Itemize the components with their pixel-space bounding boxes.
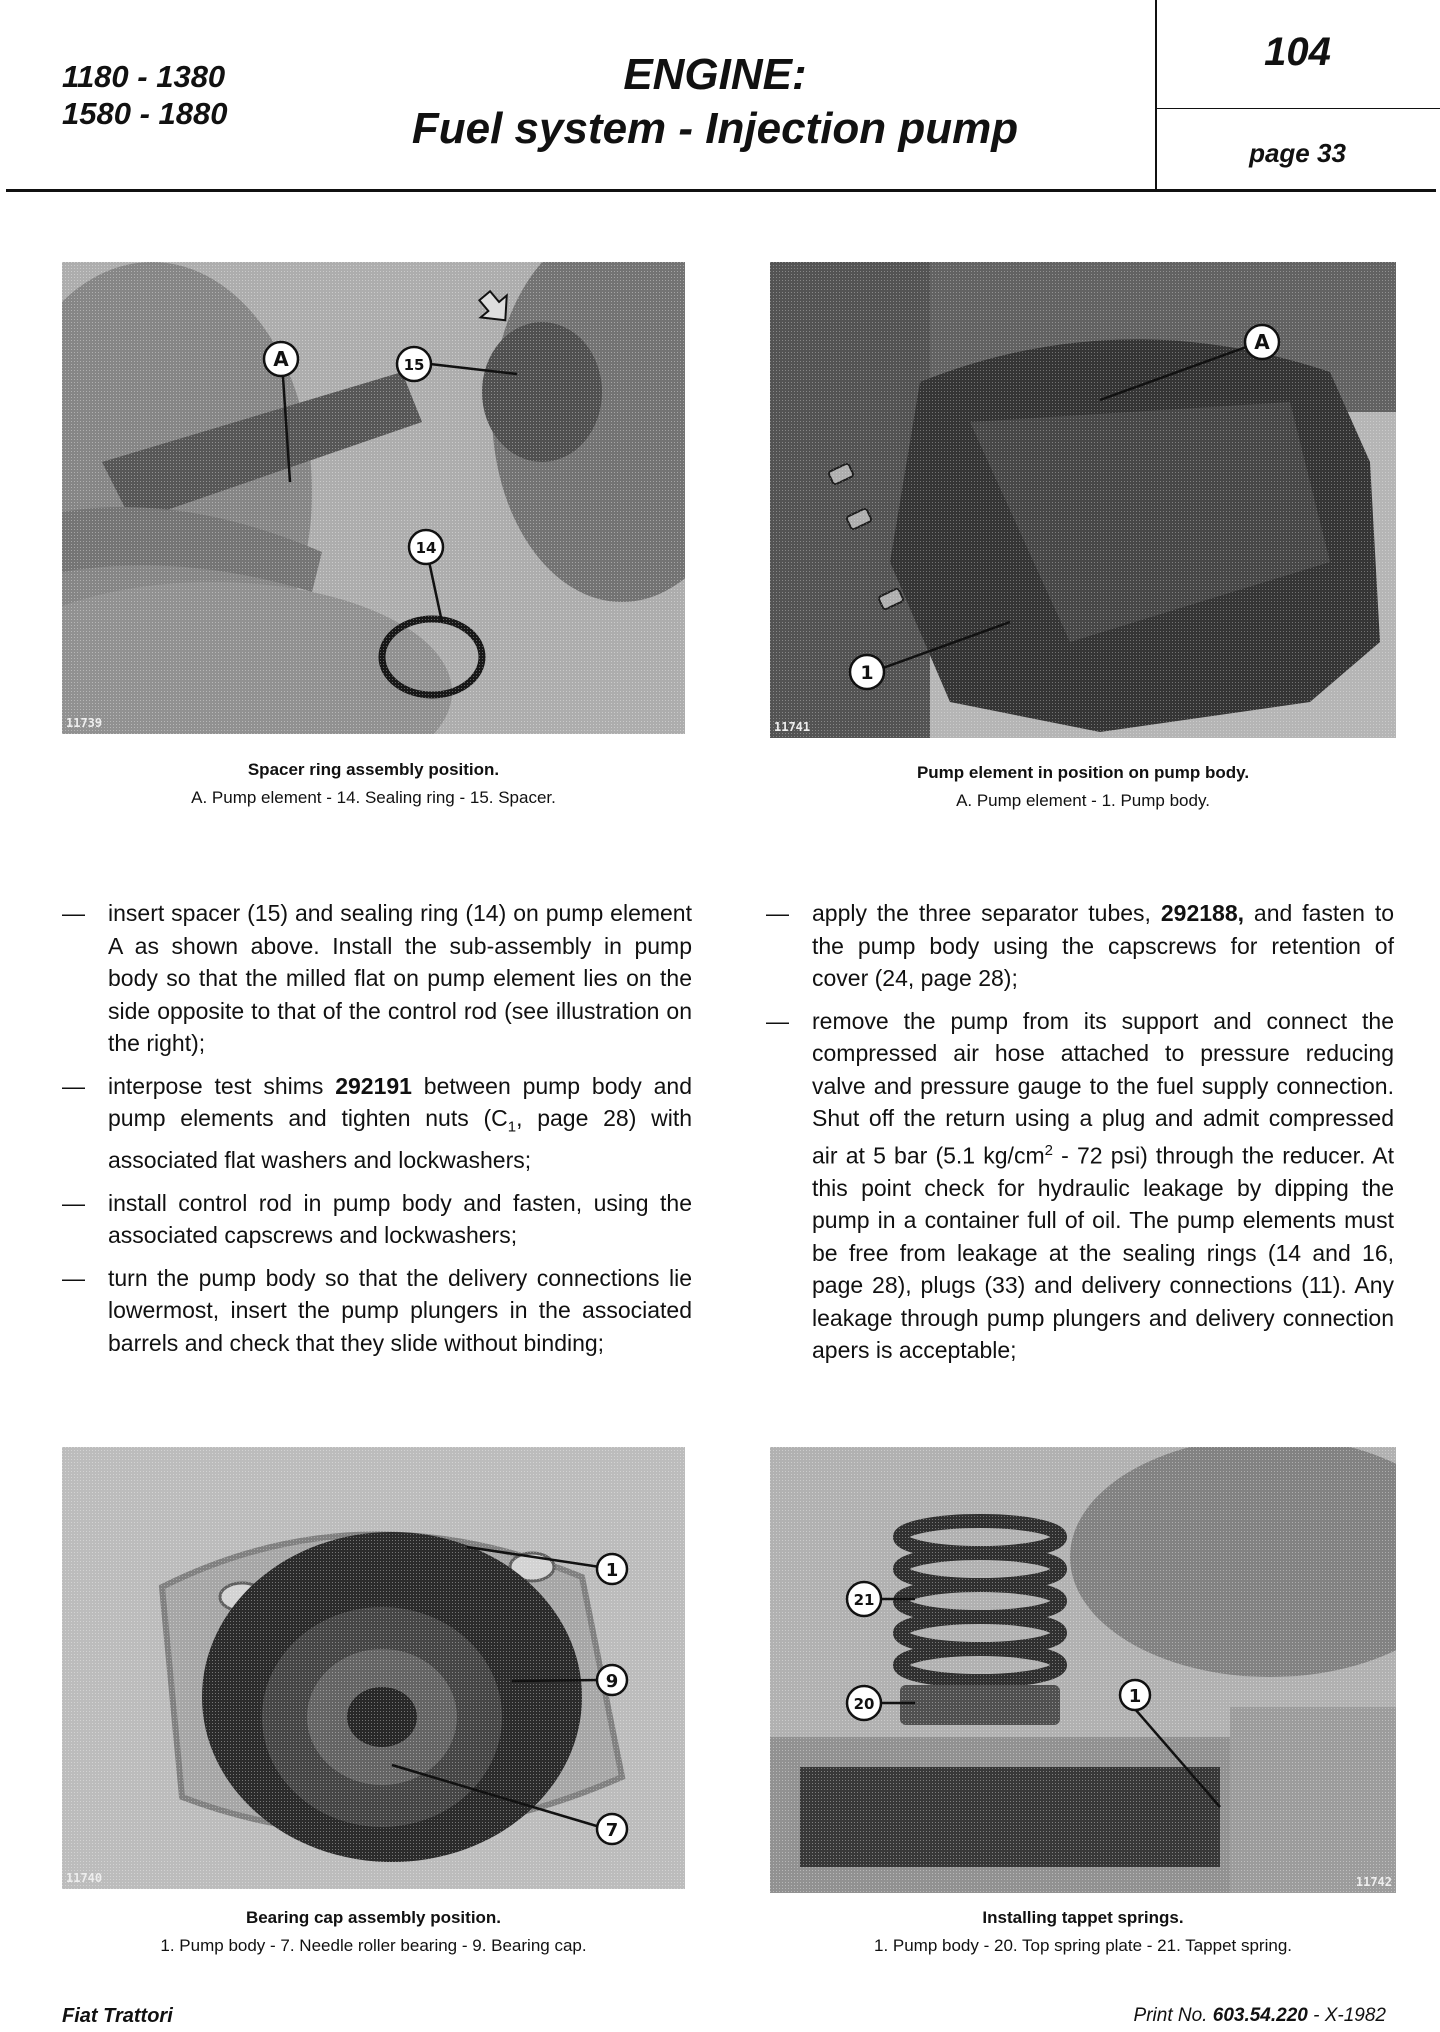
caption-title: Bearing cap assembly position. xyxy=(245,1908,502,1927)
callout-1: 1 xyxy=(1128,1686,1142,1707)
caption-text: A. Pump element - 1. Pump body. xyxy=(956,791,1210,810)
instruction-text: remove the pump from its support and connect the compressed air hose attached to pressure reducing valve and pressure gauge to the fuel supply connection. Shut off the return using a plug and admit compressed air at 5 bar (5.1 kg/cm xyxy=(812,1007,1394,1169)
publisher: Fiat Trattori xyxy=(62,2005,173,2027)
instruction-text: interpose test shims xyxy=(108,1072,336,1099)
callout-1: 1 xyxy=(605,1560,619,1581)
figure-number: 11740 xyxy=(66,1871,103,1885)
header-rule xyxy=(6,189,1436,192)
dash: — xyxy=(766,1007,789,1034)
callout-1: 1 xyxy=(860,662,874,684)
caption-text: 1. Pump body - 7. Needle roller bearing - 9. Bearing cap. xyxy=(160,1936,587,1955)
instruction-text: turn the pump body so that the delivery connections lie lowermost, insert the pump plungers in the associated barrels and check that they slide without binding; xyxy=(108,1264,692,1356)
instruction-text: between pump body and pump elements and tighten nuts (C xyxy=(108,1072,692,1131)
instruction-text: insert spacer (15) and sealing ring (14) on pump element A as shown above. Install the sub-assembly in pump body so that the milled flat on pump element lies on the side opposite to that of the control rod (see illustration on the right); xyxy=(108,900,692,1056)
title-line-2: Fuel system - Injection pump xyxy=(411,104,1019,153)
figure-spacer-ring-photo xyxy=(62,262,685,734)
caption-text: 1. Pump body - 20. Top spring plate - 21. Tappet spring. xyxy=(873,1936,1293,1955)
subscript: 1 xyxy=(507,1118,517,1136)
dash: — xyxy=(62,1072,85,1099)
right-column xyxy=(766,897,1394,1377)
models-line-1: 1180 - 1380 xyxy=(62,59,226,94)
caption-text: A. Pump element - 14. Sealing ring - 15. Spacer. xyxy=(191,788,556,807)
section-number: 104 xyxy=(1264,30,1331,74)
print-date: - X-1982 xyxy=(1307,2005,1386,2026)
header-divider-vertical xyxy=(1155,0,1157,190)
callout-a: A xyxy=(273,347,289,371)
callout-14: 14 xyxy=(415,539,437,557)
callout-21: 21 xyxy=(853,1591,875,1609)
instruction-item xyxy=(766,1005,1394,1367)
caption-title: Installing tappet springs. xyxy=(982,1908,1184,1927)
figure-bearing-cap-photo xyxy=(62,1447,685,1889)
figure-pump-element-photo xyxy=(770,262,1396,738)
figure-number: 11741 xyxy=(774,720,811,734)
figure-number: 11742 xyxy=(1355,1875,1392,1889)
instruction-item xyxy=(766,897,1394,995)
instruction-item xyxy=(62,897,692,1060)
superscript: 2 xyxy=(1044,1141,1053,1159)
instruction-text: - 72 psi) through the reducer. At this point check for hydraulic leakage by dipping the pump in a container full of oil. The pump elements must be free from leakage at the sealing rings (14 and 16, page 28), plugs (33) and delivery connections (11). Any leakage through pump plungers and delivery connection apers is acceptable; xyxy=(812,1142,1394,1364)
models-line-2: 1580 - 1880 xyxy=(62,96,228,131)
dash: — xyxy=(766,900,789,926)
callout-a: A xyxy=(1254,330,1270,354)
left-column xyxy=(62,897,692,1369)
callout-7: 7 xyxy=(605,1820,619,1841)
instruction-item xyxy=(62,1262,692,1360)
caption-title: Pump element in position on pump body. xyxy=(916,763,1250,782)
instruction-item xyxy=(62,1070,692,1177)
instruction-text: , page 28) with associated flat washers and lockwashers; xyxy=(108,1105,692,1174)
dash: — xyxy=(62,1264,85,1291)
figure-tappet-springs-photo xyxy=(770,1447,1396,1893)
instruction-text: apply the three separator tubes, xyxy=(812,900,1161,926)
dash: — xyxy=(62,1189,85,1216)
model-numbers xyxy=(62,58,322,132)
figure-pump-element-caption xyxy=(770,759,1396,815)
figure-spacer-ring-caption xyxy=(62,756,685,812)
caption-title: Spacer ring assembly position. xyxy=(247,760,500,779)
callout-20: 20 xyxy=(853,1695,875,1713)
figure-tappet-springs-caption xyxy=(770,1904,1396,1960)
tool-number: 292188, xyxy=(1160,900,1244,926)
header-divider-middle xyxy=(1155,108,1440,109)
page-header xyxy=(0,0,1440,192)
callout-9: 9 xyxy=(605,1671,619,1692)
print-code: 603.54.220 xyxy=(1212,2005,1308,2026)
instruction-text: and fasten to the pump body using the capscrews for retention of cover (24, page 28); xyxy=(812,900,1394,991)
figure-number: 11739 xyxy=(66,716,103,730)
print-label: Print No. xyxy=(1133,2005,1213,2026)
dash: — xyxy=(62,900,85,926)
title-line-1: ENGINE: xyxy=(623,50,807,99)
instruction-item xyxy=(62,1187,692,1252)
figure-bearing-cap-caption xyxy=(62,1904,685,1960)
callout-15: 15 xyxy=(403,356,425,374)
instruction-text: install control rod in pump body and fasten, using the associated capscrews and lockwashers; xyxy=(108,1189,692,1249)
page-number: page 33 xyxy=(1249,138,1346,168)
page-title xyxy=(330,48,1100,156)
tool-number: 292191 xyxy=(335,1072,412,1099)
print-number xyxy=(1134,2005,1386,2027)
